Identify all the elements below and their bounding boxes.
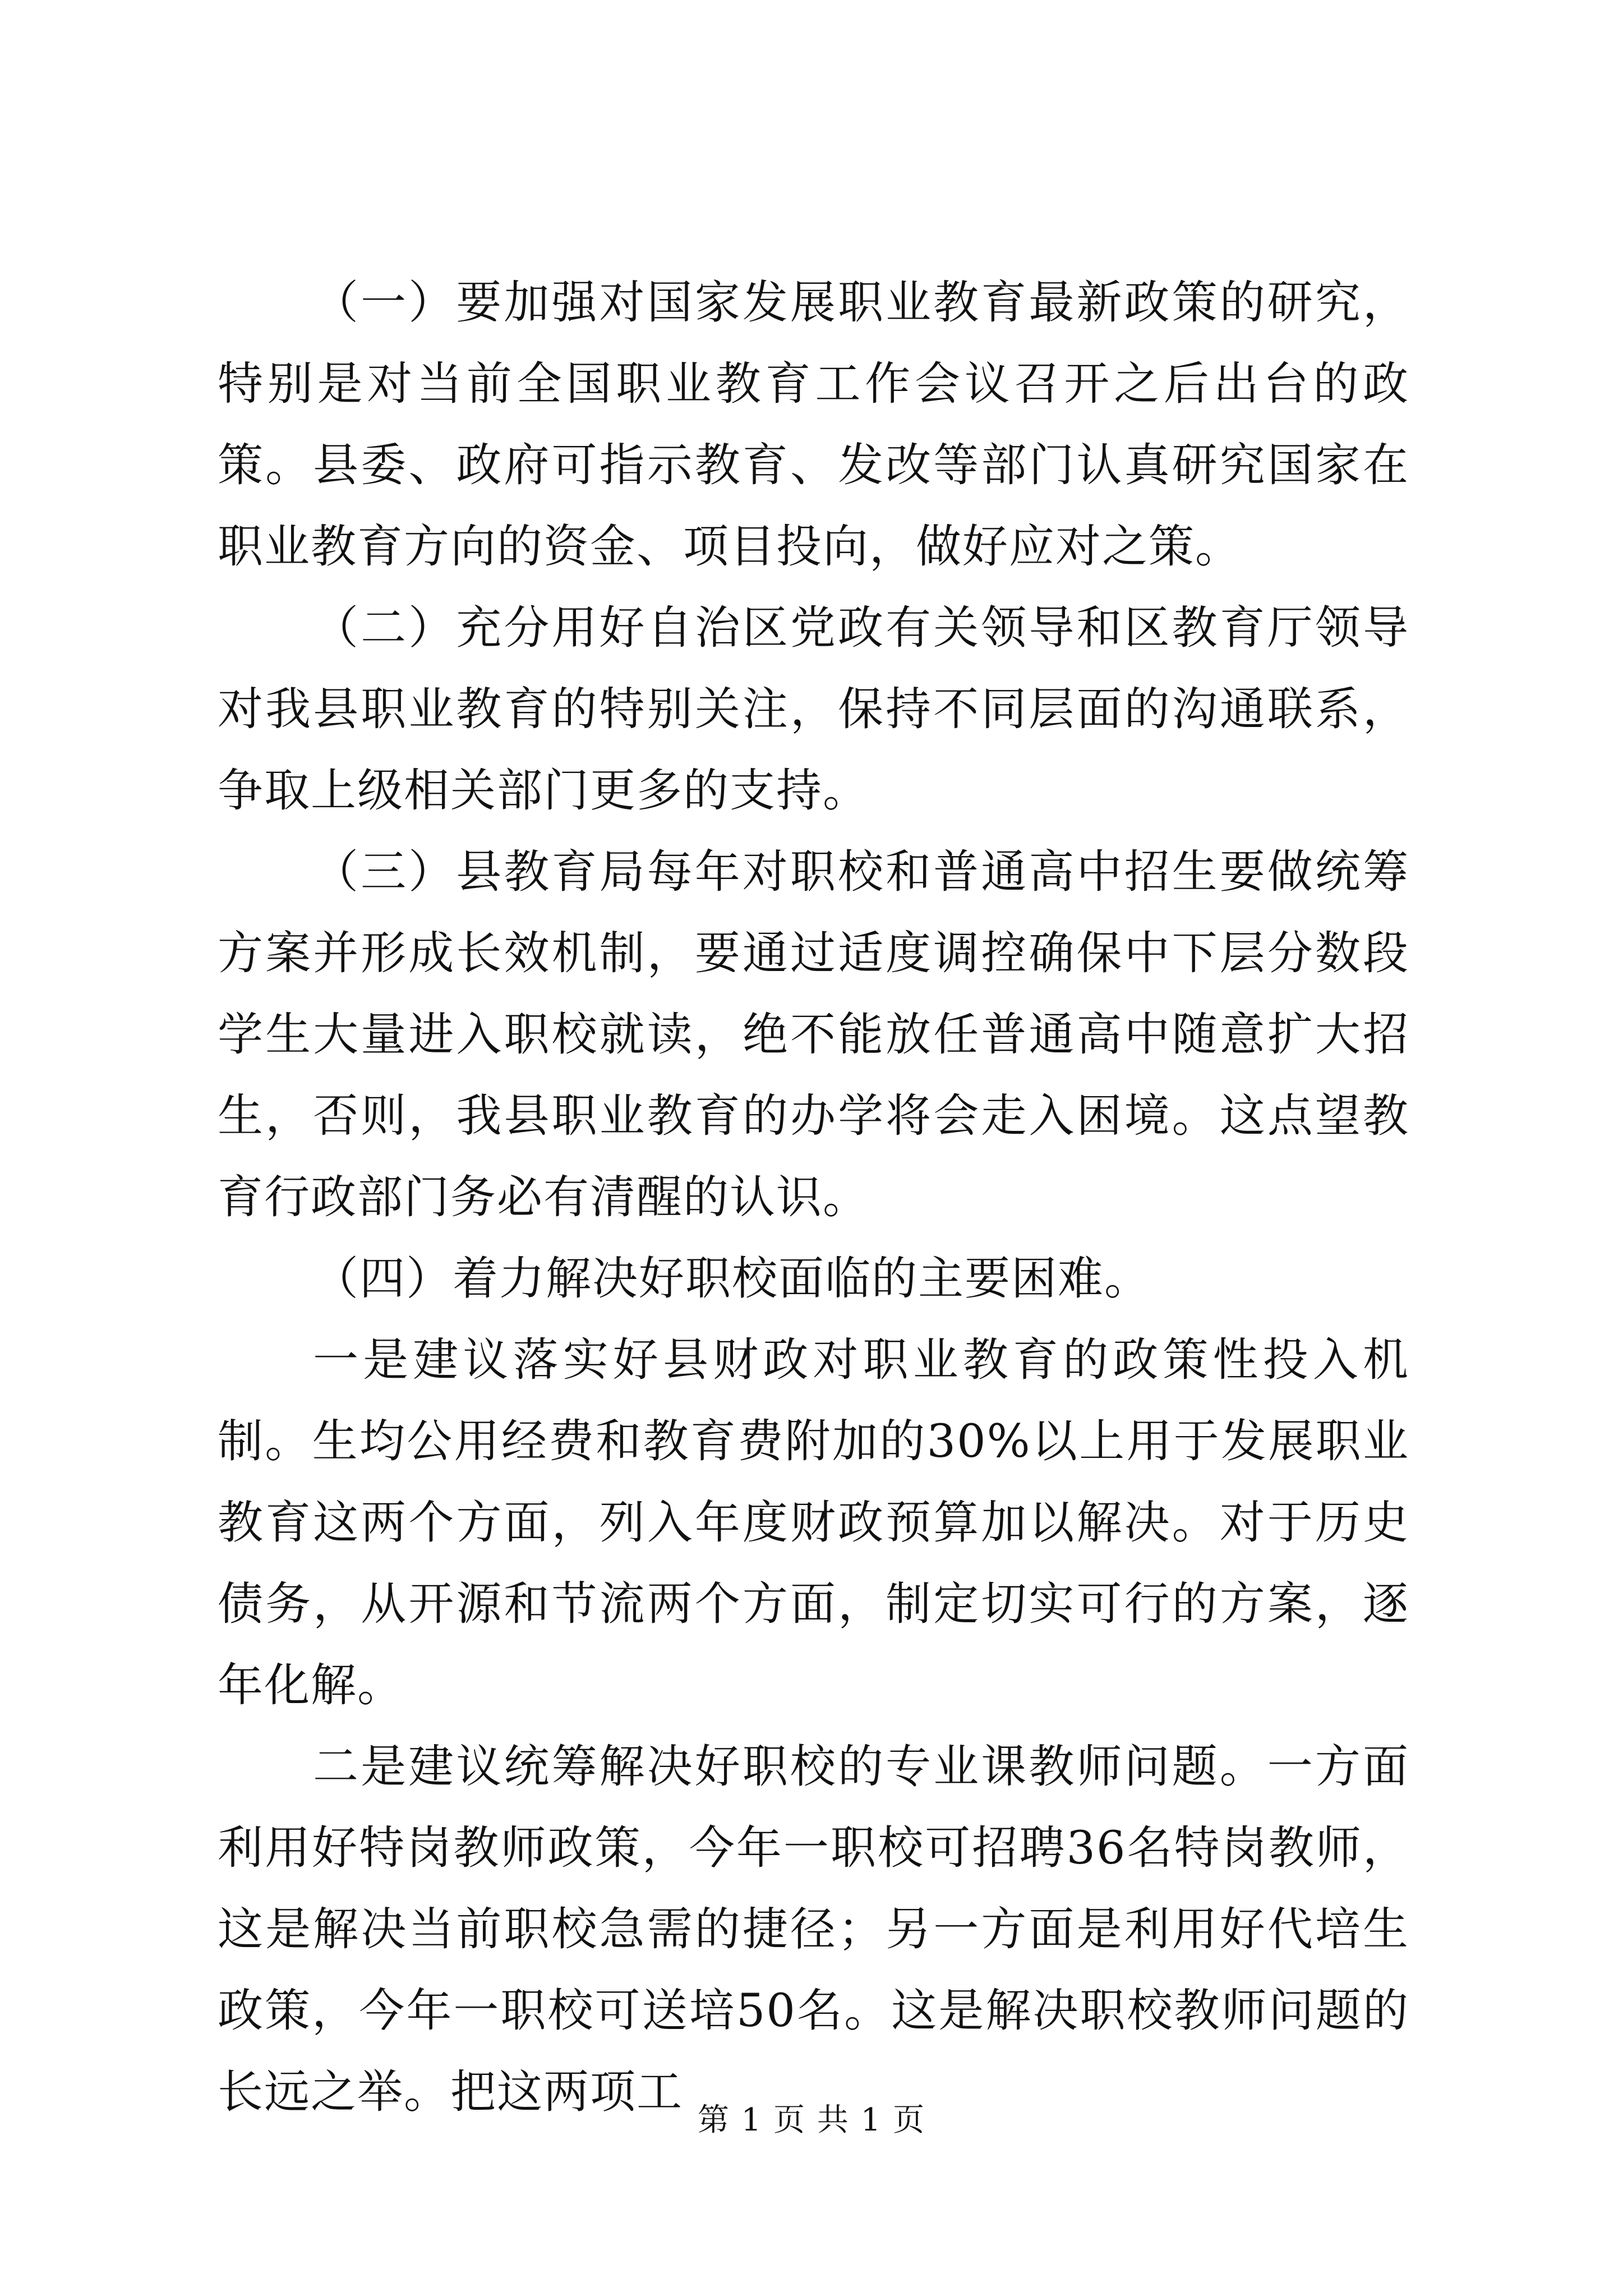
paragraph-6: 二是建议统筹解决好职校的专业课教师问题。一方面利用好特岗教师政策，今年一职校可招聘36名特岗教师，这是解决当前职校急需的捷径；另一方面是利用好代培生政策，今年一职校可送培50名。这是解决职校教师问题的长远之举。把这两项工 xyxy=(218,1741,1409,2119)
paragraph-1: （一）要加强对国家发展职业教育最新政策的研究，特别是对当前全国职业教育工作会议召开之后出台的政策。县委、政府可指示教育、发改等部门认真研究国家在职业教育方向的资金、项目投向，做好应对之策。 xyxy=(218,277,1409,573)
paragraph-3: （三）县教育局每年对职校和普通高中招生要做统筹方案并形成长效机制，要通过适度调控确保中下层分数段学生大量进入职校就读，绝不能放任普通高中随意扩大招生，否则，我县职业教育的办学将会走入困境。这点望教育行政部门务必有清醒的认识。 xyxy=(218,846,1409,1224)
document-body xyxy=(218,263,1409,2133)
page-footer: 第 1 页 共 1 页 xyxy=(697,2102,926,2138)
paragraph-2: （二）充分用好自治区党政有关领导和区教育厅领导对我县职业教育的特别关注，保持不同层面的沟通联系，争取上级相关部门更多的支持。 xyxy=(218,602,1409,817)
paragraph-5: 一是建议落实好县财政对职业教育的政策性投入机制。生均公用经费和教育费附加的30%以上用于发展职业教育这两个方面，列入年度财政预算加以解决。对于历史债务，从开源和节流两个方面，制定切实可行的方案，逐年化解。 xyxy=(218,1334,1409,1712)
paragraph-4: （四）着力解决好职校面临的主要困难。 xyxy=(313,1253,1151,1305)
